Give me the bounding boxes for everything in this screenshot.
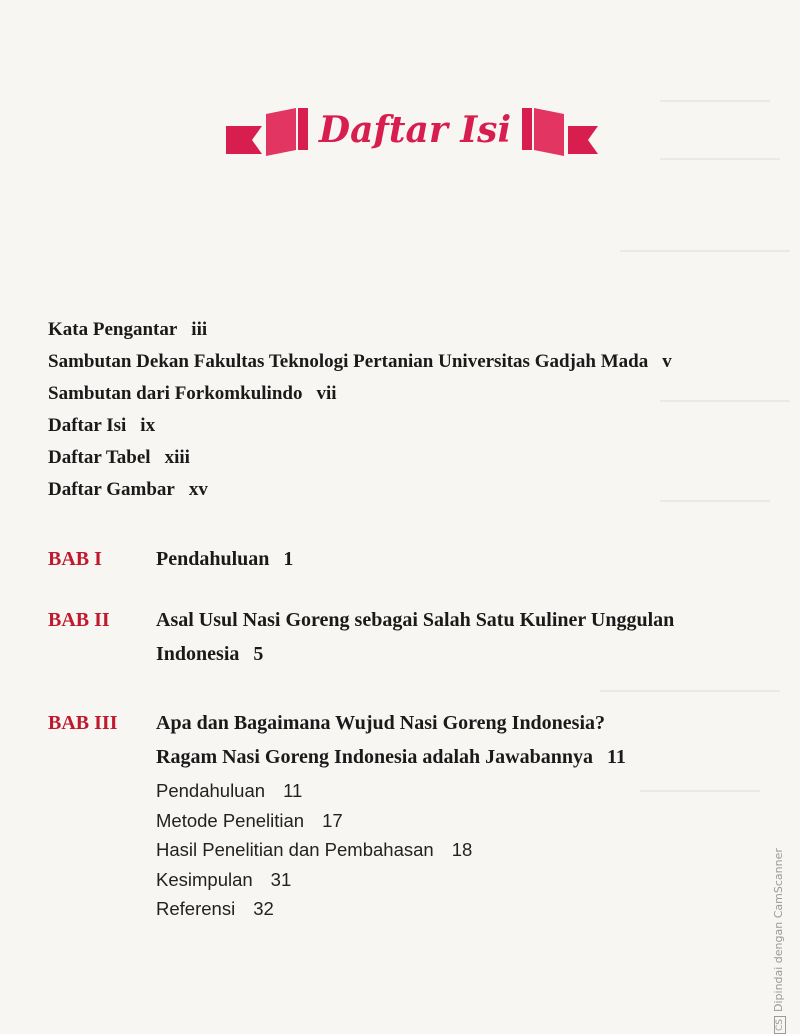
- entry-page: xv: [188, 479, 208, 500]
- chapter-page: 11: [606, 746, 626, 768]
- page-title: Daftar Isi: [318, 109, 512, 151]
- chapter-code: BAB III: [48, 712, 118, 734]
- section-title: Hasil Penelitian dan Pembahasan: [156, 839, 434, 860]
- toc-entry[interactable]: [48, 410, 672, 442]
- section-entry[interactable]: [156, 865, 472, 895]
- chapter-title-line: Ragam Nasi Goreng Indonesia adalah Jawabannya: [156, 746, 593, 768]
- front-matter-list: [48, 314, 672, 506]
- toc-entry[interactable]: [48, 442, 672, 474]
- section-entry[interactable]: [156, 894, 472, 924]
- title-ribbon: [222, 96, 602, 176]
- chapter-title-line: Pendahuluan: [156, 548, 270, 570]
- section-page: 11: [283, 780, 303, 801]
- chapter-code: BAB I: [48, 548, 102, 570]
- chapter-page: 1: [283, 548, 294, 570]
- ribbon-right-fold: [534, 108, 564, 156]
- ribbon-graphic: [222, 96, 602, 176]
- section-page: 31: [270, 868, 292, 890]
- ribbon-left-fold: [266, 108, 296, 156]
- chapter-title-line: Apa dan Bagaimana Wujud Nasi Goreng Indonesia?: [156, 712, 606, 734]
- toc-entry[interactable]: [48, 346, 672, 378]
- section-entry[interactable]: [156, 835, 472, 865]
- camscanner-icon: CS: [774, 1016, 786, 1034]
- toc-entry[interactable]: [48, 314, 672, 346]
- section-entry[interactable]: [156, 806, 472, 836]
- ribbon-right-tail: [568, 126, 598, 154]
- entry-page: ix: [140, 415, 156, 436]
- entry-title: Daftar Tabel: [48, 447, 151, 468]
- section-title: Kesimpulan: [156, 868, 253, 890]
- section-page: 18: [451, 839, 473, 860]
- section-title: Referensi: [156, 898, 236, 919]
- chapter-title-line: Indonesia: [156, 643, 240, 665]
- entry-page: xiii: [164, 447, 190, 468]
- toc-entry[interactable]: [48, 474, 672, 506]
- chapter-page: 5: [253, 643, 264, 665]
- section-title: Pendahuluan: [156, 780, 266, 801]
- watermark-text: Dipindai dengan CamScanner: [772, 848, 785, 1012]
- entry-title: Sambutan Dekan Fakultas Teknologi Pertanian Universitas Gadjah Mada: [48, 351, 649, 372]
- ribbon-left-tail: [226, 126, 262, 154]
- entry-page: iii: [191, 319, 208, 340]
- section-title: Metode Penelitian: [156, 809, 305, 831]
- section-entry[interactable]: [156, 776, 472, 806]
- entry-page: v: [662, 351, 672, 372]
- chapter-title-line: Asal Usul Nasi Goreng sebagai Salah Satu Kuliner Unggulan: [156, 609, 675, 631]
- ribbon-right-band: [522, 108, 532, 150]
- entry-title: Daftar Gambar: [48, 479, 175, 500]
- ribbon-left-band: [298, 108, 308, 150]
- entry-title: Kata Pengantar: [48, 319, 178, 340]
- toc-entry[interactable]: [48, 378, 672, 410]
- entry-page: vii: [316, 383, 337, 404]
- entry-title: Daftar Isi: [48, 415, 127, 436]
- scanner-watermark: [772, 848, 786, 1034]
- section-page: 32: [253, 898, 274, 919]
- section-page: 17: [322, 809, 343, 831]
- chapter-code: BAB II: [48, 609, 110, 631]
- bab3-section-list: [156, 776, 472, 924]
- entry-title: Sambutan dari Forkomkulindo: [48, 383, 303, 404]
